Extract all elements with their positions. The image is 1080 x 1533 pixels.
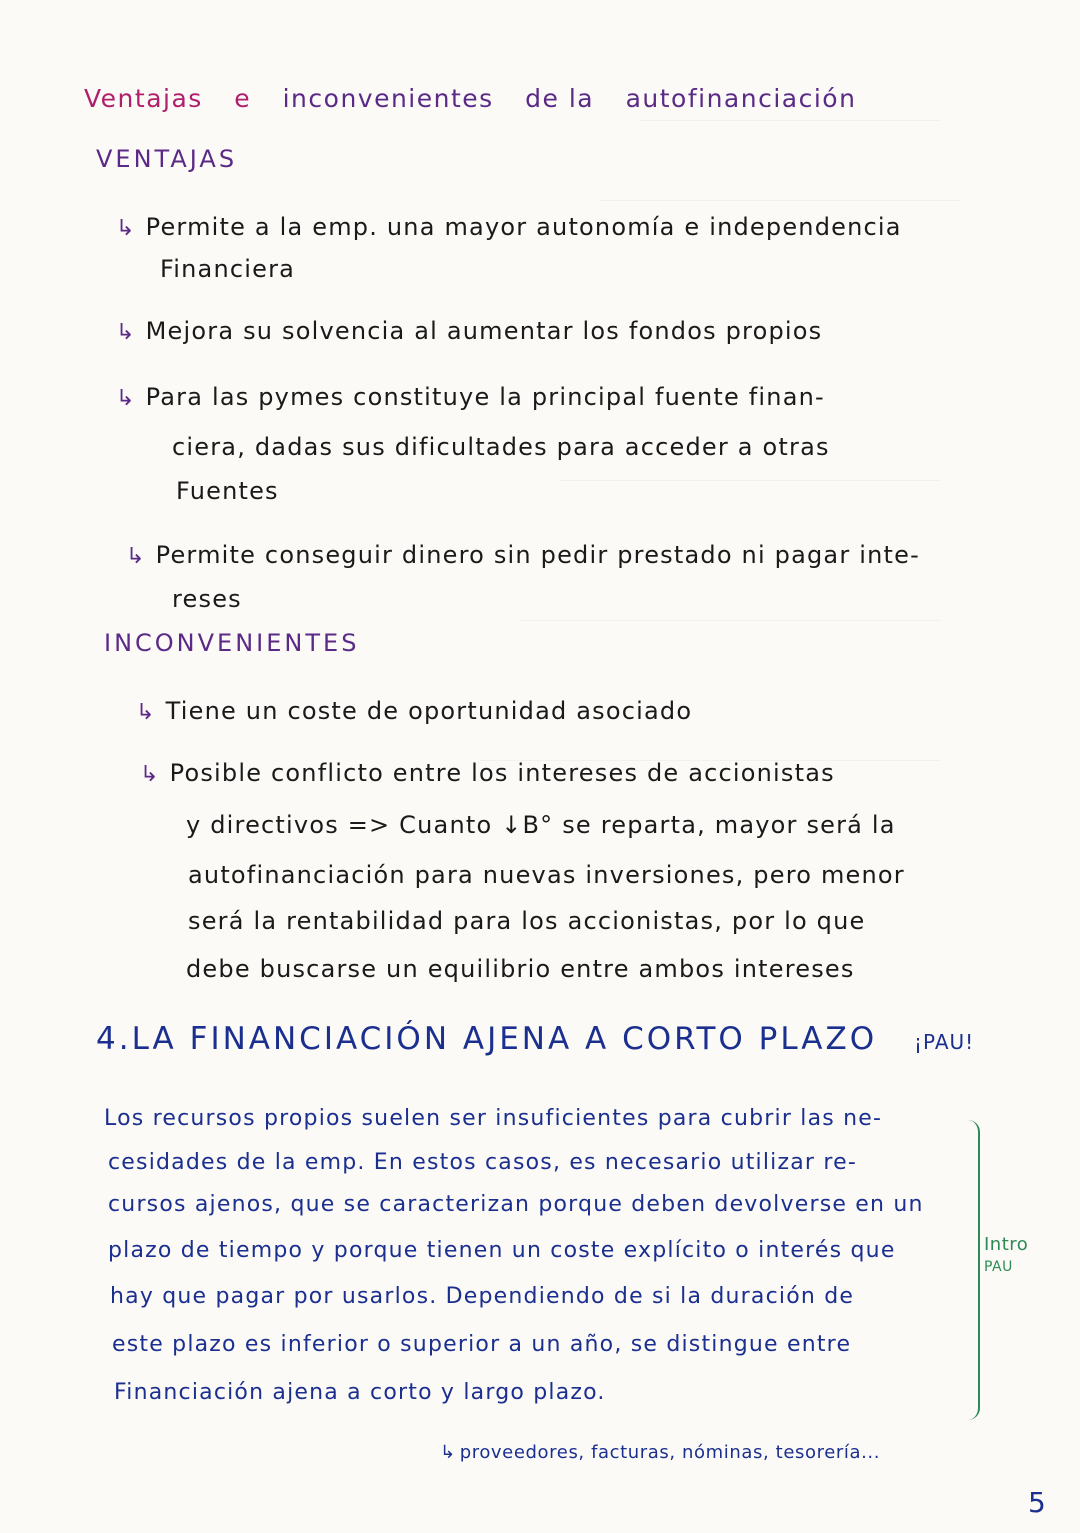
inconvenientes-heading: INCONVENIENTES [104, 629, 360, 657]
section-4-paragraph-line-7: Financiación ajena a corto y largo plazo. [114, 1380, 606, 1405]
arrow-bullet-icon: ↳ [116, 216, 136, 241]
ventajas-item-1-line-2: Financiera [160, 255, 296, 283]
inconvenientes-item-2-line-4: será la rentabilidad para los accionistas, por lo que [188, 907, 866, 935]
side-note: Intro PAU [984, 1234, 1029, 1275]
page-number: 5 [1028, 1486, 1046, 1519]
arrow-bullet-icon: ↳ [140, 762, 160, 787]
ventajas-item-1-line-1: ↳ Permite a la emp. una mayor autonomía e independencia [116, 212, 902, 244]
ventajas-item-3-line-3: Fuentes [176, 477, 279, 505]
section-4-heading: 4.LA FINANCIACIÓN AJENA A CORTO PLAZO ¡PAU! [96, 1021, 975, 1057]
page-title [84, 84, 856, 114]
arrow-bullet-icon: ↳ [126, 544, 146, 569]
ventajas-heading: VENTAJAS [96, 145, 238, 173]
section-4-paragraph-line-4: plazo de tiempo y porque tienen un coste explícito o interés que [108, 1238, 896, 1263]
section-4-paragraph-line-1: Los recursos propios suelen ser insuficientes para cubrir las ne- [104, 1106, 883, 1131]
title-word-e: e [234, 84, 252, 113]
title-word-ventajas: Ventajas [84, 84, 203, 113]
section-4-paragraph-line-5: hay que pagar por usarlos. Dependiendo de si la duración de [110, 1284, 855, 1309]
pau-tag: ¡PAU! [914, 1030, 975, 1054]
arrow-bullet-icon: ↳ [440, 1442, 456, 1463]
title-word-inconvenientes: inconvenientes [282, 84, 494, 113]
arrow-bullet-icon: ↳ [116, 320, 136, 345]
section-4-paragraph-line-6: este plazo es inferior o superior a un año, se distingue entre [112, 1332, 852, 1357]
section-4-paragraph-line-2: cesidades de la emp. En estos casos, es necesario utilizar re- [108, 1150, 857, 1175]
title-word-de-la: de la [525, 84, 595, 113]
ventajas-item-3-line-2: ciera, dadas sus dificultades para acceder a otras [172, 433, 830, 461]
ventajas-item-2-line-1: ↳ Mejora su solvencia al aumentar los fondos propios [116, 316, 822, 348]
arrow-bullet-icon: ↳ [136, 700, 156, 725]
section-4-paragraph-line-3: cursos ajenos, que se caracterizan porque deben devolverse en un [108, 1192, 924, 1217]
sub-note: ↳ proveedores, facturas, nóminas, tesorería... [440, 1438, 880, 1468]
inconvenientes-item-2-line-3: autofinanciación para nuevas inversiones, pero menor [188, 861, 905, 889]
ventajas-item-4-line-1: ↳ Permite conseguir dinero sin pedir prestado ni pagar inte- [126, 540, 920, 572]
side-bracket [968, 1120, 980, 1420]
inconvenientes-item-1-line-1: ↳ Tiene un coste de oportunidad asociado [136, 696, 692, 728]
ventajas-item-3-line-1: ↳ Para las pymes constituye la principal fuente finan- [116, 382, 825, 414]
inconvenientes-item-2-line-1: ↳ Posible conflicto entre los intereses de accionistas [140, 758, 835, 790]
title-word-autofinanciacion: autofinanciación [625, 84, 857, 113]
arrow-bullet-icon: ↳ [116, 386, 136, 411]
inconvenientes-item-2-line-5: debe buscarse un equilibrio entre ambos intereses [186, 955, 855, 983]
inconvenientes-item-2-line-2: y directivos => Cuanto ↓B° se reparta, mayor será la [186, 811, 896, 839]
ventajas-item-4-line-2: reses [172, 585, 242, 613]
